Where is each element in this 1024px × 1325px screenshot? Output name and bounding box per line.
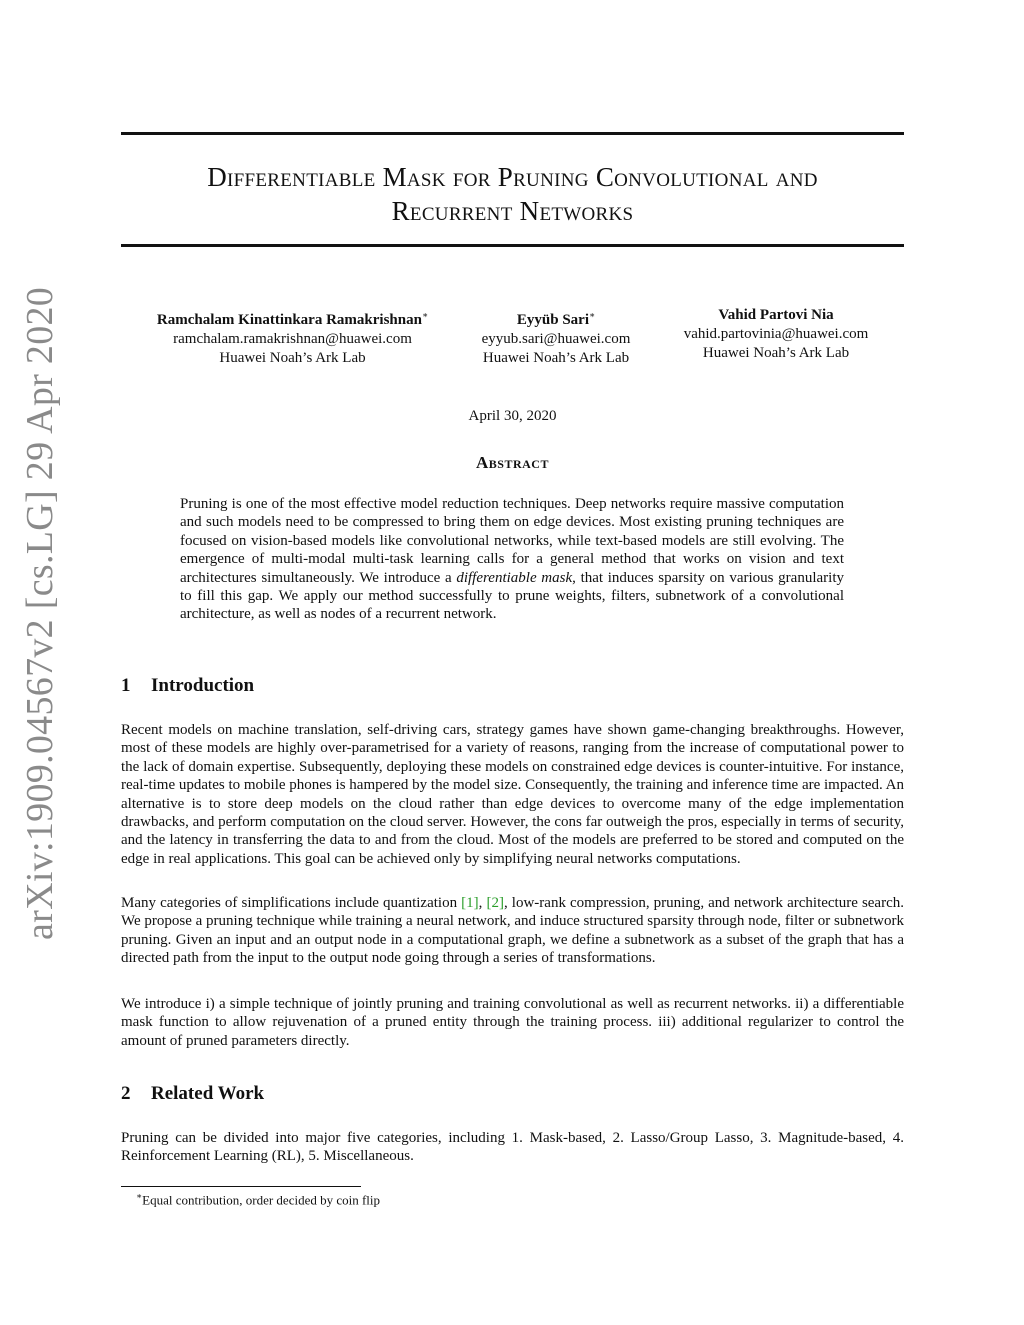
- title-rule-top: [121, 132, 904, 135]
- author-affiliation: Huawei Noah’s Ark Lab: [219, 350, 366, 366]
- citation-link-1[interactable]: [1]: [461, 895, 479, 911]
- paper-title: [121, 160, 904, 228]
- title-rule-bottom: [121, 244, 904, 247]
- author-1: [131, 306, 454, 368]
- intro-paragraph-3: We introduce i) a simple technique of jointly pruning and training convolutional as well as recurrent networks. ii) a differentiable mask function to allow rejuvenation of a pruned entity through the training process. iii) additional regularizer to control the amount of pruned parameters directly.: [121, 996, 904, 1049]
- abstract-emphasis: differentiable mask: [456, 569, 573, 586]
- footnote-mark: ∗: [136, 1191, 143, 1201]
- author-email[interactable]: ramchalam.ramakrishnan@huawei.com: [173, 331, 412, 347]
- paper-title-line-1: Differentiable Mask for Pruning Convolutional and: [207, 162, 818, 192]
- section-number: 2: [121, 1083, 131, 1104]
- author-affiliation: Huawei Noah’s Ark Lab: [482, 350, 630, 366]
- paper-title-line-2: Recurrent Networks: [391, 196, 634, 226]
- author-name: Ramchalam Kinattinkara Ramakrishnan: [156, 312, 422, 328]
- section-title: Introduction: [151, 675, 255, 696]
- arxiv-identifier-stamp: arXiv:1909.04567v2 [cs.LG] 29 Apr 2020: [19, 286, 61, 940]
- publication-date: April 30, 2020: [468, 408, 557, 424]
- section-heading-introduction: [121, 675, 254, 697]
- author-footnote-mark: ∗: [588, 310, 596, 320]
- author-3: [661, 306, 891, 363]
- section-title: Related Work: [151, 1083, 265, 1104]
- abstract-heading: Abstract: [476, 453, 549, 472]
- author-2: [466, 306, 646, 368]
- author-footnote-mark: ∗: [421, 310, 429, 320]
- author-block: [121, 306, 904, 366]
- paragraph-text: , low-rank compression, pruning, and network architecture search. We propose a pruning technique while training a neural network, and induce structured sparsity through node, filter or subnetwork pruning. Given an input and an output node in a computational graph, we define a subnetwork as a subset of the graph that has a directed path from the input to the output node going through a series of transformations.: [121, 895, 904, 967]
- citation-link-2[interactable]: [2]: [486, 895, 504, 911]
- author-name: Vahid Partovi Nia: [718, 307, 834, 323]
- abstract-text-part: , that induces sparsity on various granularity to fill this gap. We apply our method successfully to prune weights, filters, subnetwork of a convolutional architecture, as well as nodes of a recurrent network.: [180, 569, 844, 623]
- intro-paragraph-1: Recent models on machine translation, self-driving cars, strategy games have shown game-changing breakthroughs. However, most of these models are highly over-parametrised for a variety of reasons, ranging from the increase of computational power to the lack of domain expertise. Subsequently, deploying these models on constrained edge devices is counter-intuitive. For instance, real-time updates to mobile phones is hampered by the model size. Consequently, the training and inference time are impacted. An alternative is to store deep models on the cloud rather than edge devices to overcome many of the edge implementation drawbacks, and perform computation on the cloud server. However, the cons far outweigh the pros, especially in terms of security, and the latency in transferring the data to and from the cloud. Most of the models are preferred to be stored and computed on the edge in real applications. This goal can be achieved only by simplifying neural networks computations.: [121, 722, 904, 867]
- footnote-text: Equal contribution, order decided by coin flip: [142, 1192, 381, 1208]
- section-heading-related-work: [121, 1083, 264, 1105]
- footnote: [136, 1191, 380, 1208]
- author-email[interactable]: vahid.partovinia@huawei.com: [683, 326, 869, 342]
- abstract-text: [180, 495, 844, 624]
- author-affiliation: Huawei Noah’s Ark Lab: [702, 345, 850, 361]
- intro-paragraph-2: [121, 894, 904, 968]
- section-number: 1: [121, 675, 131, 696]
- paragraph-text: Many categories of simplifications include quantization: [121, 895, 462, 911]
- paragraph-text: ,: [478, 895, 487, 911]
- abstract-text-part: Pruning is one of the most effective model reduction techniques. Deep networks require massive computation and such models need to be compressed to bring them on edge devices. Most existing pruning techniques are focused on vision-based models like convolutional networks, while text-based models are still evolving. The emergence of multi-modal multi-task learning calls for a general method that works on vision and text architectures simultaneously. We introduce a: [180, 496, 844, 586]
- author-email[interactable]: eyyub.sari@huawei.com: [481, 331, 631, 347]
- related-work-paragraph-1: Pruning can be divided into major five categories, including 1. Mask-based, 2. Lasso/Group Lasso, 3. Magnitude-based, 4. Reinforcement Learning (RL), 5. Miscellaneous.: [121, 1130, 904, 1165]
- author-name: Eyyüb Sari: [516, 312, 589, 328]
- footnote-rule: [121, 1186, 361, 1187]
